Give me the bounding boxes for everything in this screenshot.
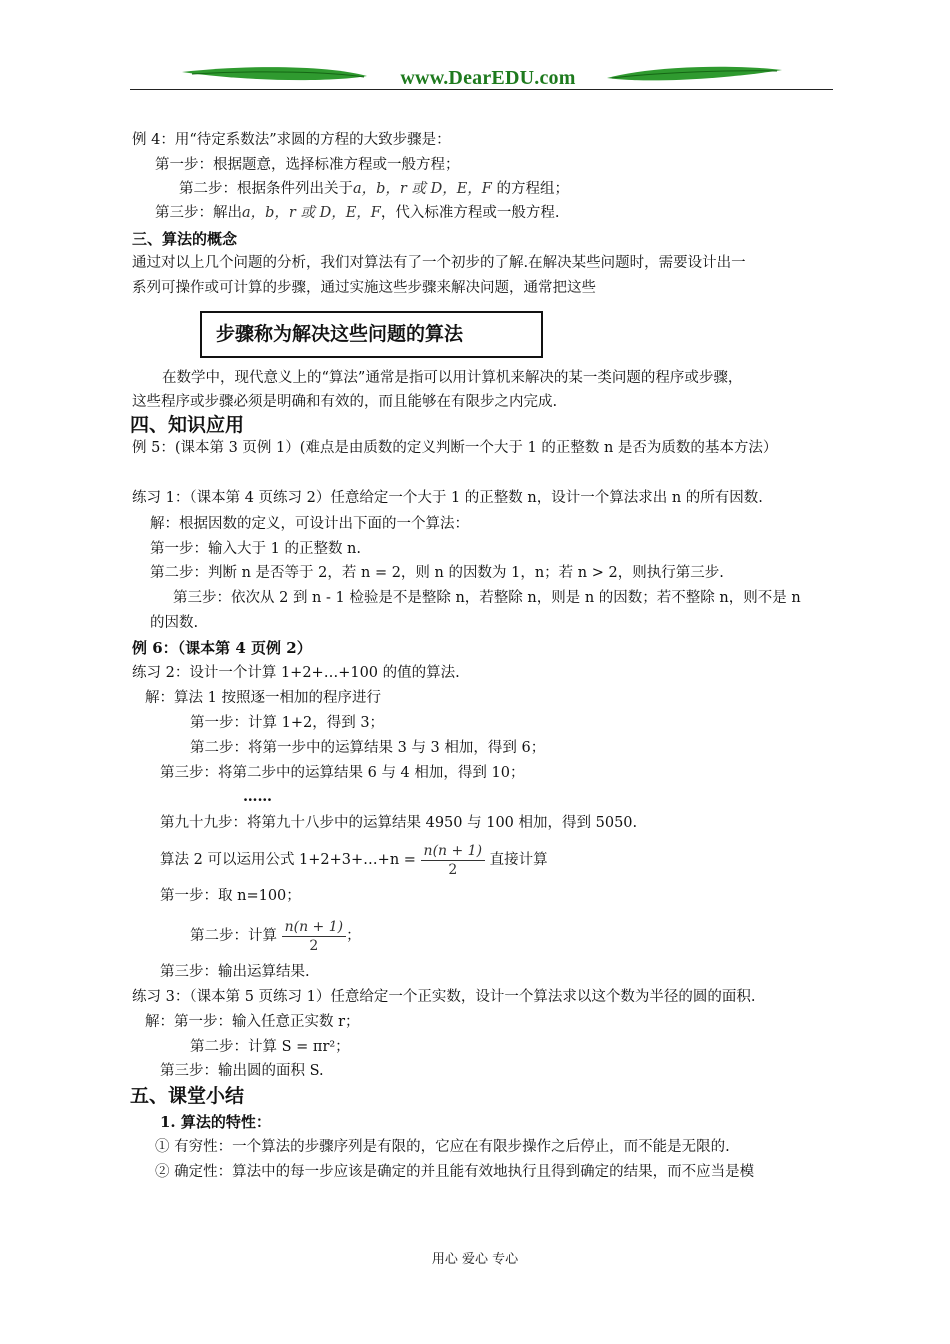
definition-box-text: 步骤称为解决这些问题的算法 [216, 323, 464, 345]
example-5: 例 5：(课本第 3 页例 1）(难点是由质数的定义判断一个大于 1 的正整数 n 是否为质数的基本方法） [132, 440, 778, 456]
practice-3-step2: 第二步：计算 S = πr²； [190, 1039, 350, 1055]
section-5-subheading: 1. 算法的特性： [160, 1113, 271, 1131]
section-5-heading: 五、课堂小结 [130, 1085, 245, 1107]
practice-2-solution: 解：算法 1 按照逐一相加的程序进行 [145, 690, 381, 706]
algo1-step3: 第三步：将第二步中的运算结果 6 与 4 相加，得到 10； [160, 765, 525, 781]
sec3-para-line1: 通过对以上几个问题的分析，我们对算法有了一个初步的了解.在解决某些问题时，需要设计出一 [132, 255, 746, 271]
practice-1-step3: 第三步：依次从 2 到 n - 1 检验是不是整除 n，若整除 n，则是 n 的因数；若不整除 n，则不是 n [173, 590, 801, 606]
feature-finiteness: ① 有穷性：一个算法的步骤序列是有限的，它应在有限步操作之后停止，而不能是无限的. [155, 1139, 730, 1155]
practice-3: 练习 3：（课本第 5 页练习 1）任意给定一个正实数，设计一个算法求以这个数为半径的圆的面积. [132, 989, 756, 1005]
example-6: 例 6：（课本第 4 页例 2） [132, 639, 312, 657]
formula-fraction: $\frac{n(n + 1)}{2}$ [421, 842, 486, 879]
section-3-heading: 三、算法的概念 [132, 230, 238, 248]
formula-fraction-2: $\frac{n(n + 1)}{2}$ [282, 918, 347, 955]
practice-1: 练习 1：（课本第 4 页练习 2）任意给定一个大于 1 的正整数 n，设计一个算法求出 n 的所有因数. [132, 490, 763, 506]
page-footer: 用心 爱心 专心 [431, 1252, 519, 1267]
site-url[interactable]: www.DearEDU.com [400, 67, 576, 89]
algo1-step2: 第二步：将第一步中的运算结果 3 与 3 相加，得到 6； [190, 740, 546, 756]
definition-box [200, 311, 543, 358]
practice-1-solution: 解：根据因数的定义，可设计出下面的一个算法： [150, 516, 469, 532]
sec3-para-line4: 这些程序或步骤必须是明确和有效的，而且能够在有限步之内完成. [132, 394, 558, 410]
algo1-step1: 第一步：计算 1+2，得到 3； [190, 715, 385, 731]
algo1-step99: 第九十九步：将第九十八步中的运算结果 4950 与 100 相加，得到 5050. [160, 815, 638, 831]
practice-1-step1: 第一步：输入大于 1 的正整数 n. [150, 541, 361, 557]
ex4-step3: 第三步：解出a，b，r 或 D，E，F，代入标准方程或一般方程. [155, 205, 560, 221]
algo2-step1: 第一步：取 n=100； [160, 888, 301, 904]
practice-2: 练习 2：设计一个计算 1+2+…+100 的值的算法. [132, 665, 460, 681]
header-rule [130, 89, 833, 90]
algo2-step3: 第三步：输出运算结果. [160, 964, 310, 980]
practice-1-step2: 第二步：判断 n 是否等于 2，若 n = 2，则 n 的因数为 1，n；若 n > 2，则执行第三步. [150, 565, 724, 581]
ex4-title: 例 4：用“待定系数法”求圆的方程的大致步骤是： [132, 132, 451, 148]
section-4-heading: 四、知识应用 [130, 414, 245, 436]
ex4-step1: 第一步：根据题意，选择标准方程或一般方程； [155, 157, 460, 173]
algo2-step2: 第二步：计算 $\frac{n(n + 1)}{2}$ ； [190, 918, 361, 954]
feature-definiteness: ② 确定性：算法中的每一步应该是确定的并且能有效地执行且得到确定的结果，而不应当是模 [155, 1164, 755, 1180]
sec3-para-line2: 系列可操作或可计算的步骤，通过实施这些步骤来解决问题，通常把这些 [132, 280, 596, 296]
ex4-step3-vars: a，b，r 或 D，E，F [242, 205, 381, 221]
ex4-step2: 第二步：根据条件列出关于a，b，r 或 D，E，F 的方程组； [179, 181, 569, 197]
sec3-para-line3: 在数学中，现代意义上的“算法”通常是指可以用计算机来解决的某一类问题的程序或步骤， [162, 370, 743, 386]
practice-1-step3-cont: 的因数. [150, 615, 199, 631]
practice-3-step3: 第三步：输出圆的面积 S. [160, 1063, 324, 1079]
algo1-ellipsis: …… [243, 788, 272, 805]
ex4-step2-vars: a，b，r 或 D，E，F [353, 181, 492, 197]
practice-3-step1: 解：第一步：输入任意正实数 r； [145, 1014, 360, 1030]
algo2-line: 算法 2 可以运用公式 1+2+3+…+n = $\frac{n(n + 1)}{2}$ 直接计算 [160, 842, 548, 878]
